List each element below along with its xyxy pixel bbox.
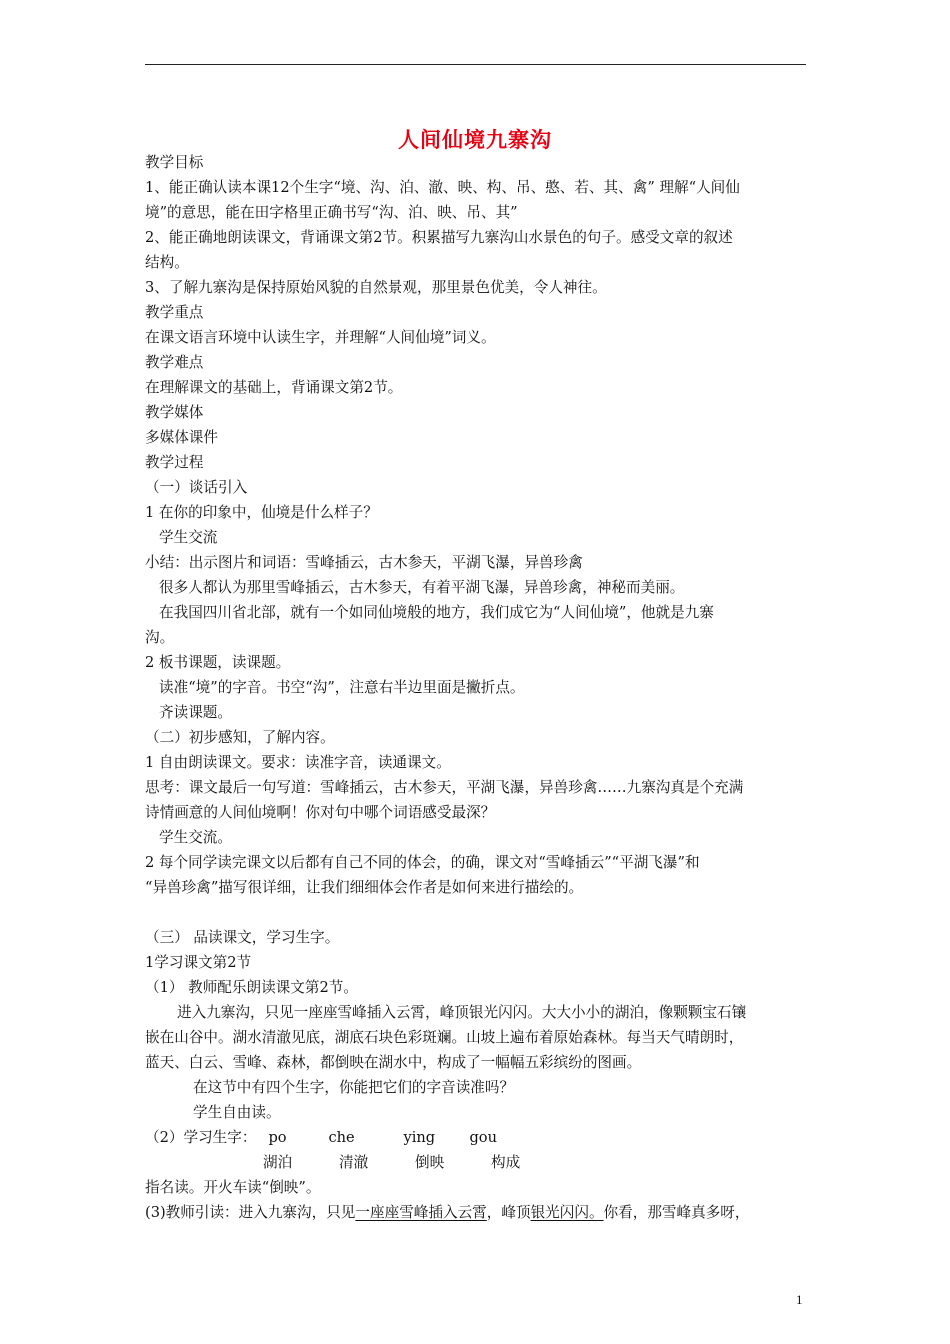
free-reading: 1 自由朗读课文。要求：读准字音，读通课文。 xyxy=(145,754,451,771)
heading-difficulties: 教学难点 xyxy=(145,354,204,371)
section-3-heading: （三） 品读课文，学习生字。 xyxy=(145,929,340,946)
pinyin-ying: ying xyxy=(403,1129,436,1146)
section-2-heading: （二）初步感知，了解内容。 xyxy=(145,729,335,746)
heading-media: 教学媒体 xyxy=(145,404,204,421)
media-text: 多媒体课件 xyxy=(145,429,218,446)
step-2-title: 2 板书课题，读课题。 xyxy=(145,654,291,671)
learn-section-2: 1学习课文第2节 xyxy=(145,954,252,971)
heading-objectives: 教学目标 xyxy=(145,154,204,171)
step-1-question: 1 在你的印象中，仙境是什么样子？ xyxy=(145,504,378,521)
text-paragraph-line-2: 嵌在山谷中。湖水清澈见底，湖底石块色彩斑斓。山坡上遍布着原始森林。每当天气晴朗时， xyxy=(145,1029,744,1046)
heading-process: 教学过程 xyxy=(145,454,204,471)
text-paragraph-line-1: 进入九寨沟，只见一座座雪峰插入云霄，峰顶银光闪闪。大大小小的湖泊，像颗颗宝石镶 xyxy=(177,1004,747,1021)
underlined-phrase-1: 一座座雪峰插入云霄 xyxy=(355,1204,487,1221)
pinyin-po: po xyxy=(268,1129,287,1146)
underlined-phrase-2: 银光闪闪。 xyxy=(530,1204,604,1221)
summary-line: 小结：出示图片和词语：雪峰插云，古木参天，平湖飞瀑，异兽珍禽 xyxy=(145,554,583,571)
students-read-freely: 学生自由读。 xyxy=(193,1104,281,1121)
document-title: 人间仙境九寨沟 xyxy=(398,127,552,152)
section-1-heading: （一）谈话引入 xyxy=(145,479,248,496)
teacher-reading: （1） 教师配乐朗读课文第2节。 xyxy=(145,979,358,996)
train-reading: 指名读。开火车读“倒映”。 xyxy=(145,1179,321,1196)
word-daoying: 倒映 xyxy=(415,1154,445,1171)
page-number: 1 xyxy=(796,1292,803,1307)
text-paragraph-line-3: 蓝天、白云、雪峰、森林，都倒映在湖水中，构成了一幅幅五彩缤纷的图画。 xyxy=(145,1054,642,1071)
guided-reading-text-c: 你看，那雪峰真多呀， xyxy=(603,1204,750,1221)
student-exchange: 学生交流 xyxy=(159,529,218,546)
paragraph-many-people: 很多人都认为那里雪峰插云，古木参天，有着平湖飞瀑，异兽珍禽，神秘而美丽。 xyxy=(159,579,685,596)
document-body xyxy=(145,150,807,1225)
objective-2-line-1: 2、能正确地朗读课文，背诵课文第2节。积累描写九寨沟山水景色的句子。感受文章的叙述 xyxy=(145,229,733,246)
header-rule xyxy=(145,64,806,65)
key-points-text: 在课文语言环境中认读生字，并理解“人间仙境”词义。 xyxy=(145,329,496,346)
heading-key-points: 教学重点 xyxy=(145,304,204,321)
difficulties-text: 在理解课文的基础上，背诵课文第2节。 xyxy=(145,379,403,396)
guided-reading-text-a: (3)教师引读：进入九寨沟，只见 xyxy=(145,1204,356,1221)
paragraph-sichuan-line-1: 在我国四川省北部，就有一个如同仙境般的地方，我们成它为“人间仙境”，他就是九寨 xyxy=(159,604,714,621)
word-hupo: 湖泊 xyxy=(263,1154,293,1171)
word-qingche: 清澈 xyxy=(339,1154,369,1171)
vocabulary-row xyxy=(145,1150,807,1175)
learn-characters-label: （2）学习生字： xyxy=(145,1129,257,1146)
four-characters-question: 在这节中有四个生字，你能把它们的字音读准吗？ xyxy=(193,1079,515,1096)
think-line-2: 诗情画意的人间仙境啊！你对句中哪个词语感受最深？ xyxy=(145,804,496,821)
objective-3: 3、了解九寨沟是保持原始风貌的自然景观，那里景色优美，令人神往。 xyxy=(145,279,607,296)
objective-1-line-2: 境”的意思，能在田字格里正确书写“沟、泊、映、吊、其” xyxy=(145,204,518,221)
pinyin-row xyxy=(145,1125,807,1150)
blank-line xyxy=(145,900,807,925)
step-2b-line-1: 2 每个同学读完课文以后都有自己不同的体会，的确，课文对“雪峰插云”“平湖飞瀑”和 xyxy=(145,854,700,871)
think-line-1: 思考：课文最后一句写道：雪峰插云，古木参天，平湖飞瀑，异兽珍禽……九寨沟真是个充满 xyxy=(145,779,744,796)
pinyin-che: che xyxy=(328,1129,355,1146)
pronunciation-note: 读准“境”的字音。书空“沟”，注意右半边里面是撇折点。 xyxy=(159,679,525,696)
pinyin-gou: gou xyxy=(469,1129,497,1146)
guided-reading-line xyxy=(145,1200,807,1225)
objective-2-line-2: 结构。 xyxy=(145,254,189,271)
objective-1-line-1: 1、能正确认读本课12个生字“境、沟、泊、澈、映、构、吊、憨、若、其、禽” 理解“人间仙 xyxy=(145,179,740,196)
student-exchange-2: 学生交流。 xyxy=(159,829,232,846)
word-goucheng: 构成 xyxy=(491,1154,521,1171)
guided-reading-text-b: ，峰顶 xyxy=(486,1204,531,1221)
read-title-together: 齐读课题。 xyxy=(159,704,232,721)
paragraph-sichuan-line-2: 沟。 xyxy=(145,629,175,646)
step-2b-line-2: “异兽珍禽”描写很详细，让我们细细体会作者是如何来进行描绘的。 xyxy=(145,879,584,896)
